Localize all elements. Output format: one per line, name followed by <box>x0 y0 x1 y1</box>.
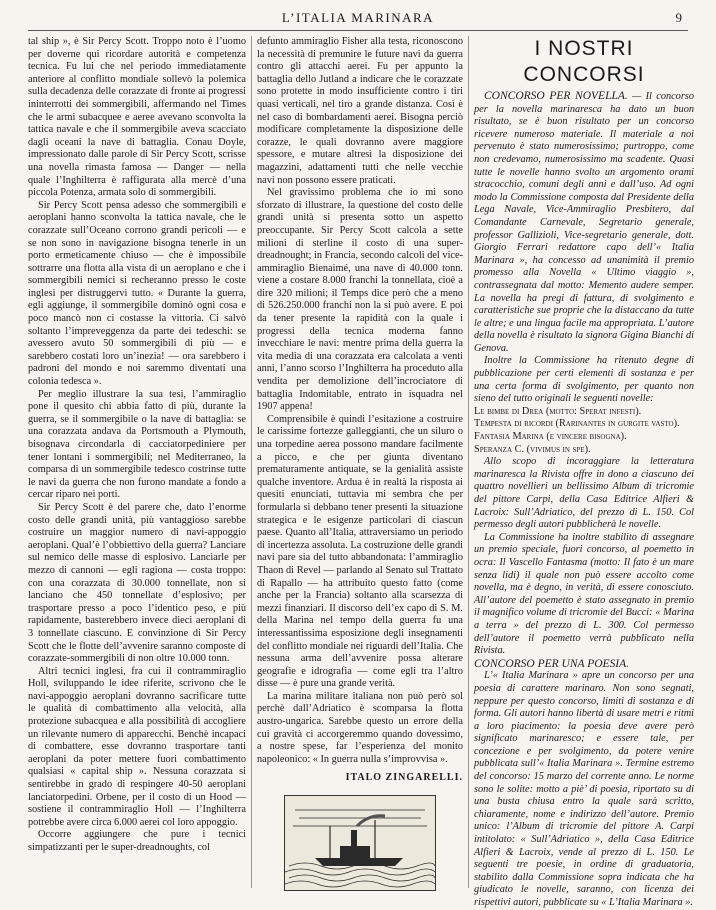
column-divider <box>468 36 469 888</box>
paragraph: La marina militare italiana non può però sol perchè dall’Adriatico è scomparsa la flotta austro-ungarica. Sarebbe questo un errore della cui gravità ci accorgeremmo quando dovessimo, a nostre spese, far l’esperienza del monito napoleonico: « In guerra nulla s’improvvisa ». <box>257 690 463 765</box>
paragraph: Per meglio illustrare la sua tesi, l’ammiraglio pone il quesito chi abbia fatto di più, durante la guerra, se il sommergibile o la nave di battaglia: se una corazzata andava da Portsmouth a Plymouth, bisognava circondarla di cacciatorpediniere per tener lontani i sommergibili; nel Mediterraneo, la comparsa di un sommergibile tedesco costrinse tutte le navi da guerra che non furono mandate a fondo a cercar riparo nei porti. <box>28 388 246 501</box>
paragraph: L’« Italia Marinara » apre un concorso per una poesia di carattere marinaro. Non sono segnati, neppure per questo concorso, limiti di sostanza e di forma. Gli autori hanno libertà di usare metri e ritmi a loro piacimento: la poesia deve avere però significato marinaresco; e essere tale, per concezione e per svolgimento, da potere venire pubblicata sull’« Italia Marinara ». Termine estremo del concorso: 15 marzo del corrente anno. Le norme sono le solite: motto a piè’ di poesia, riportato su di una busta chiusa entro la quale sarà scritto, chiaramente, nome e indirizzo dell’autore. Premio unico: l’Album di tricromie del pittore A. Carpi intitolato: « Sull’Adriatico », della Casa Editrice Alfieri & Lacroix, vende al prezzo di L. 150. Le seguenti tre poesie, in ordine di graduatoria, stabilito dalla Commissione sopra indicata che ha giudicato le novelle, saranno, con licenza dei rispettivi autori, pubblicate su « L’Italia Marinara ». <box>474 670 694 908</box>
paragraph-text: — Il concorso per la novella marinaresca ha dato un buon risultato, se è buon risultato per un concorso ricevere numeroso materiale. Il materiale a noi pervenuto è stato numerosissimo; purtroppo, come non credevamo, numerosissimo ma scadente. Quasi tutte le novelle hanno svolto un argomento orami stracocchio, comuni degli anni e dall’uso. Ad ogni modo la Commissione composta dal Presidente della Lega Navale, Vice-Ammiraglio Presbitero, dal Comandante Carnevale, Segretario generale, professor Gallizioli, Vice-segretario generale, dott. Giorgio Ferrari redattore capo dell’« Italia Marinara », ha concesso ad unanimità il premio promesso alla Novella « Ultimo viaggio », contrassegnata dal motto: Memento audere semper. La novella ha pregi di fattura, di svolgimento e caratteristiche sue proprie che la distaccano da tutte le altre; e una lingua facile ma appropriata. L’autore della novella è risultato la signora Gigina Bianchi di Genova. <box>474 91 694 354</box>
paragraph: Altri tecnici inglesi, fra cui il contrammiraglio Holl, sviluppando le idee riferite, scrivono che le navi-appoggio aeroplani dovranno sacrificare tutte le qualità di combattimento alla velocità, alla protezione subacquea e alla possibilità di accogliere un rilevante numero di apparecchi. Benchè incapaci di combattere, esse dovranno trasportare tanti aeroplani da poter mettere fuori combattimento qualsiasi « capital ship ». Nessuna corazzata si sentirebbe in grado di respingere 40-50 aeroplani lanciatorpedini. Orbene, per il costo di un Hood — sostiene il contrammiraglio Holl — l’Inghilterra potrebbe avere circa 6.000 aerei col loro appoggio. <box>28 665 246 828</box>
list-item: Le bimbe di Drea (motto: Sperat infesti). <box>474 405 642 417</box>
paragraph: Occorre aggiungere che pure i tecnici simpatizzanti per le super-dreadnoughts, col <box>28 829 246 853</box>
paragraph: tal ship », è Sir Percy Scott. Troppo noto è l’uomo per doverne qui ricordare autorità e competenza tecnica. Fu lui che nel periodo immediatamente anteriore al conflitto mondiale sollevò la polemica sulla decadenza delle corazzate di fronte ai progressi ininterrotti dei sommergibili, affermando nel Times che le armi subacquee e aeree avevano sconvolta la tattica navale e che il sommergibile aveva scacciato dagli oceani la nave di battaglia. Conau Doyle, impressionato dalle parole di Sir Percy Scott, scrisse una novella rimasta famosa — Danger — nella quale l’Inghilterra è raffigurata alla mercè d’una piccola Potenza, armata solo di sommergibili. <box>28 36 246 199</box>
ship-engraving <box>284 795 436 891</box>
paragraph: Allo scopo di incoraggiare la letteratura marinaresca la Rivista offre in dono a ciascuno dei quattro novellieri un bellissimo Album di tricromie del pittore Carpi, della Casa Editrice Alfieri & Lacroix: Sull’Adriatico, del prezzo di L. 150. Col permesso degli autori pubblicherà le novelle. <box>474 456 694 531</box>
article-column-1 <box>28 36 246 888</box>
subheading-novella: CONCORSO PER NOVELLA. <box>484 90 628 102</box>
page-number: 9 <box>675 10 682 25</box>
section-title: I NOSTRI CONCORSI <box>523 37 645 86</box>
page-header <box>28 8 688 31</box>
list-item: Speranza C. (vivimus in spe). <box>474 443 591 455</box>
paragraph: La Commissione ha inoltre stabilito di assegnare un premio speciale, fuori concorso, al poemetto in ocra: Il Vascello Fantasma (motto: Il fato è un mare senza lidi) il quale non può essere accolto come novella, ma è degno, in verità, di essere conosciuto. All’autore del poemetto è stato assegnato in premio il magnifico volume di tricromie del Bucci: « Marina a terra » del prezzo di L. 300. Col permesso dell’autore il poemetto verrà pubblicato nella Rivista. <box>474 531 694 657</box>
list-item: Tempesta di ricordi (Rarinantes in gurgite vasto). <box>474 418 680 430</box>
running-title: L’ITALIA MARINARA <box>281 10 435 25</box>
paragraph: defunto ammiraglio Fisher alla testa, riconoscono la necessità di premunire le future navi da guerra contro gli attacchi aerei. Fu per appunto la battaglia dello Jutland a indicare che le corazzate sono protette in modo insufficiente contro i tiri quasi verticali, nel tiro a grande distanza. Così è nel caso di bombardamenti aerei. Bisogna perciò modificare completamente la disposizione delle corazze, le quali dovranno avere maggiore spessore, e mutare altresì la disposizione dei magazzini, adattamenti tutti che nelle vecchie navi non possono essere praticati. <box>257 36 463 186</box>
list-item: Fantasia Marina (e vincere bisogna). <box>474 431 627 443</box>
column-divider <box>251 36 252 888</box>
article-column-2 <box>257 36 463 888</box>
paragraph <box>474 90 694 355</box>
contests-column <box>474 36 694 908</box>
paragraph: Nel gravissimo problema che io mi sono sforzato di illustrare, la questione del costo delle grandi unità si presenta sotto un aspetto preoccupante. Sir Percy Scott calcola a sette milioni di sterline il costo di una super-dreadnought; in Francia, secondo calcoli del vice-ammiraglio Bienaimé, una nave di 40.000 tonn. viene a costare 8.000 franchi la tonnellata, cioè a dire 320 milioni; il Temps dice però che a meno di 526.250.000 franchi non la si può avere. E poi da tener presente la rapidità con la quale i progressi della tecnica moderna fanno invecchiare le navi: mentre prima della guerra la vita media di una corazzata era calcolata a venti anni, l’anno scorso l’Inghilterra ha proceduto alla vendita per demolizione dell’incrociatore di battaglia Indomitable, entrato in isquadra nel 1907 appena! <box>257 187 463 413</box>
paragraph: Comprensibile è quindi l’esitazione a costruire le carissime fortezze galleggianti, che un siluro o una torpedine aerea possono mandare facilmente a picco, e che per giunta diventano prematuramente antiquate, se la genialità assiste qualche inventore. Ardua è in realtà la risposta ai quesiti enunciati, tuttavia mi sembra che per formularla si debbano tener presenti la situazione strategica e le esigenze particolari di ciascun paese. Quanto all’Italia, attraversiamo un periodo di incertezza assoluta. La costruzione delle grandi navi pare sia del tutto abbandonata: l’ammiraglio Thaon di Revel — parlando al Senato sul Trattato di Rapallo — ha attribuito questo fatto (come anche per la Francia) soltanto alla scarsezza di mezzi finanziari. Il discorso dell’ex capo di S. M. della Marina nel tempo della guerra fu una interessantissima esposizione degli insegnamenti del conflitto mondiale nei riguardi dell’Italia. Che nessuna arma dell’avvenire possa alterare geografie e idrografia — come egli tra l’altro disse — è pure una grande verità. <box>257 413 463 690</box>
paragraph: Sir Percy Scott è del parere che, dato l’enorme costo delle grandi unità, più vantaggioso sarebbe costruire un maggior numero di navi-appoggio aeroplani. Qual’è l’obbiettivo della guerra? Lanciare sul nemico delle masse di esplosivo. Lanciarle per mezzo di cannoni — egli ragiona — costa troppo: con una corazzata di 30.000 tonnellate, non si lanciano che 450 tonnellate d’esplosivo; per trasportare presso a poco l’identico peso, e più rapidamente, basterebbero invece dieci aeroplani di 3 tonnellate ciascuno. E convinzione di Sir Percy Scott che le flotte dell’avvenire saranno composte di corazzate-sommergibili di non oltre 10.000 tonn. <box>28 501 246 665</box>
paragraph: Inoltre la Commissione ha ritenuto degne di pubblicazione per certi elementi di sostanza e per una certa forma di svolgimento, per quanto non sieno del tutto originali le seguenti novelle: <box>474 355 694 405</box>
author-signature: ITALO ZINGARELLI. <box>345 772 463 784</box>
paragraph: Sir Percy Scott pensa adesso che sommergibili e aeroplani hanno sconvolta la tattica navale, che le corazzate sull’Oceano corrono grandi pericoli — e se non sono in navigazione bisogna tenerle in un porto ermeticamente chiuso — che è impossibile sottrarre una flotta alla vista di un aeroplano e che i sommergibili nemici si recheranno presso le coste inglesi per distruggervi tutto. « Durante la guerra, egli aggiunge, il sommergibile dominò ogni cosa e poco mancò non ci costasse la vittoria. Ci salvò soltanto l’impreveggenza da parte dei tedeschi: se avessero avuto 50 sommergibili di più — e sarebbero costati loro un’inezia! — ora sarebbero i padroni del mondo e noi saremmo diventati una colonia tedesca ». <box>28 199 246 388</box>
subheading-poesia: CONCORSO PER UNA POESIA. <box>474 657 630 670</box>
